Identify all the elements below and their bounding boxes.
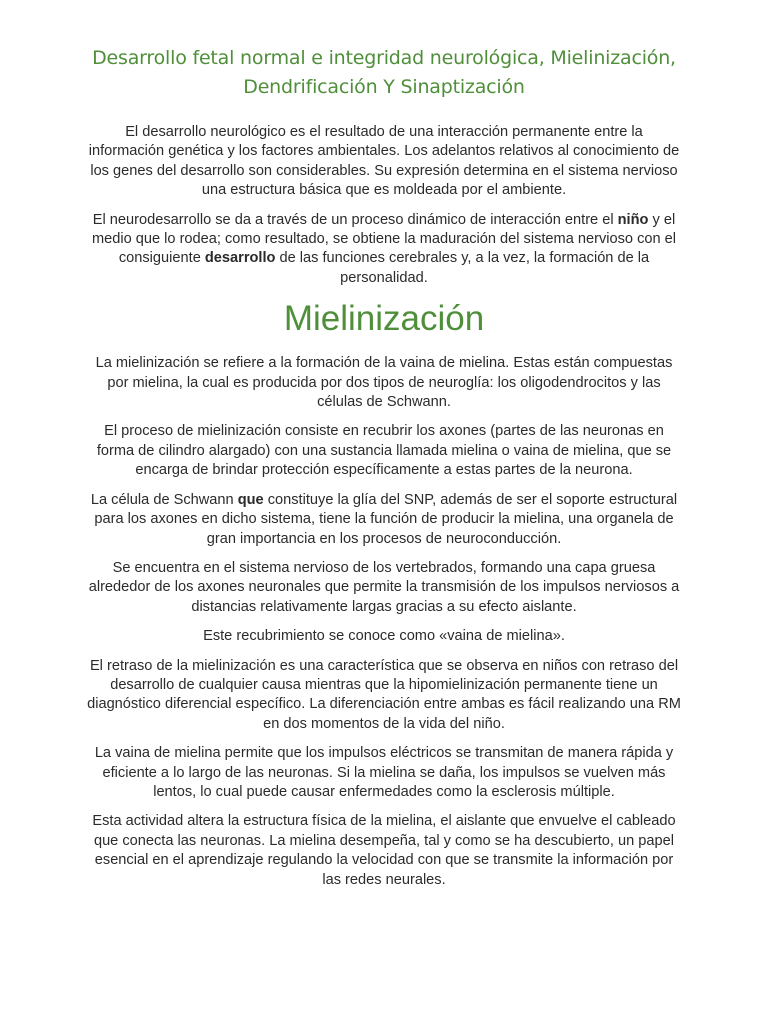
section-paragraph-3 bbox=[86, 491, 682, 549]
section-paragraph-5: Este recubrimiento se conoce como «vaina de mielina». bbox=[203, 628, 565, 645]
intro-paragraph-1: El desarrollo neurológico es el resultado de una interacción permanente entre la información genética y los factores ambientales. Los adelantos relativos al conocimiento de los genes del desarrollo son considerables. Su expresión determina en el sistema nervioso una estructura básica que es moldeada por el ambiente. bbox=[88, 124, 680, 199]
bold-text: que bbox=[237, 491, 264, 508]
document-page bbox=[86, 44, 682, 890]
text-run: constituye la glía del SNP, además de ser el soporte estructural para los axones en dicho sistema, tiene la función de producir la mielina, una organela de gran importancia en los procesos de neuroconducción. bbox=[94, 491, 678, 547]
bold-text: niño bbox=[617, 211, 649, 228]
text-run: La célula de Schwann bbox=[90, 491, 238, 508]
text-run: y el medio que lo rodea; como resultado, se obtiene la maduración del sistema nervioso con el consiguiente bbox=[91, 211, 677, 267]
intro-paragraph-2 bbox=[86, 211, 682, 289]
section-paragraph-2: El proceso de mielinización consiste en recubrir los axones (partes de las neuronas en forma de cilindro alargado) con una sustancia llamada mielina o vaina de mielina, que se encarga de brindar protección específicamente a estas partes de la neurona. bbox=[96, 423, 672, 479]
document-title: Desarrollo fetal normal e integridad neurológica, Mielinización, Dendrificación Y Sinaptización bbox=[92, 47, 676, 98]
section-paragraph-4: Se encuentra en el sistema nervioso de los vertebrados, formando una capa gruesa alrededor de los axones neuronales que permite la transmisión de los impulsos nerviosos a distancias relativamente largas gracias a su efecto aislante. bbox=[88, 559, 680, 615]
text-run: El neurodesarrollo se da a través de un proceso dinámico de interacción entre el bbox=[92, 211, 618, 228]
text-run: de las funciones cerebrales y, a la vez, la formación de la personalidad. bbox=[275, 250, 650, 286]
section-paragraph-8: Esta actividad altera la estructura física de la mielina, el aislante que envuelve el cableado que conecta las neuronas. La mielina desempeña, tal y como se ha descubierto, un papel esencial en el aprendizaje regulando la velocidad con que se transmite la información por las redes neurales. bbox=[92, 813, 676, 888]
bold-text: desarrollo bbox=[204, 250, 276, 267]
section-heading: Mielinización bbox=[283, 299, 485, 339]
section-paragraph-1: La mielinización se refiere a la formación de la vaina de mielina. Estas están compuestas por mielina, la cual es producida por dos tipos de neuroglía: los oligodendrocitos y las células de Schwann. bbox=[95, 355, 673, 411]
section-paragraph-7: La vaina de mielina permite que los impulsos eléctricos se transmitan de manera rápida y eficiente a lo largo de las neuronas. Si la mielina se daña, los impulsos se vuelven más lentos, lo cual puede causar enfermedades como la esclerosis múltiple. bbox=[94, 745, 674, 800]
section-paragraph-6: El retraso de la mielinización es una característica que se observa en niños con retraso del desarrollo de cualquier causa mientras que la hipomielinización permanente tiene un diagnóstico diferencial específico. La diferenciación entre ambas es fácil realizando una RM en dos momentos de la vida del niño. bbox=[87, 657, 681, 732]
